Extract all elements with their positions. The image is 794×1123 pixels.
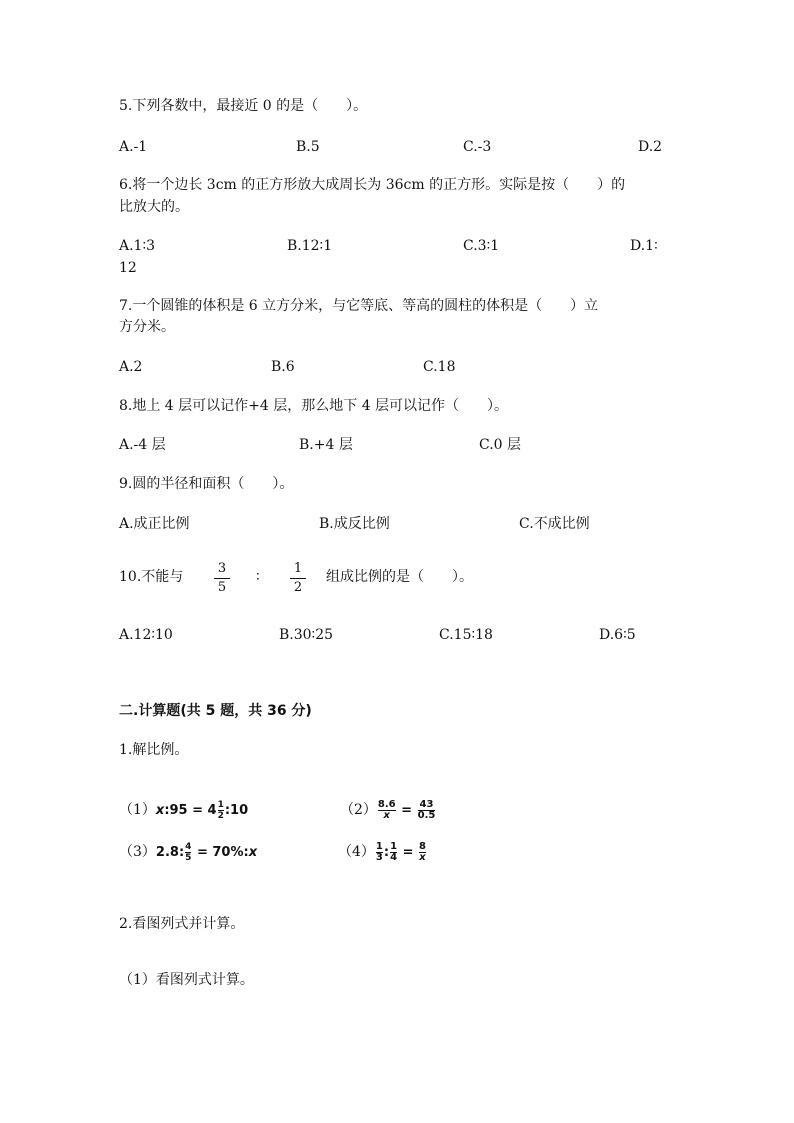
question-10-fraction-2 <box>290 561 306 596</box>
proportion-2-expression <box>377 799 436 821</box>
question-9-option-a: A.成正比例 <box>119 516 190 532</box>
question-8-option-c: C.0 层 <box>479 437 522 453</box>
fraction-denominator: 5 <box>185 853 192 863</box>
proportion-3 <box>119 842 257 863</box>
question-10-option-b: B.30∶25 <box>279 627 334 643</box>
proportion-1-expression <box>155 800 249 821</box>
question-10-option-c: C.15∶18 <box>439 627 493 643</box>
fraction-a <box>376 842 383 863</box>
question-10-option-a: A.12∶10 <box>119 627 173 643</box>
question-8-option-a: A.-4 层 <box>119 437 166 453</box>
question-5-option-d: D.2 <box>638 139 663 155</box>
proportion-4-label: （4） <box>338 844 375 860</box>
colon: : <box>383 845 390 860</box>
proportion-1-middle: :95 = 4 <box>164 803 217 818</box>
variable-x: x <box>155 803 165 818</box>
question-8-option-b: B.+4 层 <box>299 437 353 453</box>
question-6-option-d: D.1∶ <box>630 238 658 254</box>
question-6-text-line2: 比放大的。 <box>119 199 189 215</box>
question-6-option-a: A.1∶3 <box>119 238 156 254</box>
proportion-1-tail: :10 <box>224 803 249 818</box>
fraction-numerator: 1 <box>217 800 224 810</box>
question-5-text: 5.下列各数中，最接近 0 的是（ ）。 <box>119 98 368 114</box>
question-5-option-c: C.-3 <box>463 139 492 155</box>
proportion-3-expression <box>155 842 258 863</box>
fraction-numerator: 1 <box>375 841 383 852</box>
question-7-option-c: C.18 <box>423 359 456 375</box>
fraction-denominator: 0.5 <box>417 810 436 821</box>
calc-question-1-title: 1.解比例。 <box>119 742 189 758</box>
question-7-option-b: B.6 <box>271 359 295 375</box>
fraction-denominator: 3 <box>375 852 383 863</box>
fraction-denominator: 4 <box>390 852 398 863</box>
question-10-prefix: 10.不能与 <box>119 569 184 585</box>
fraction-bar <box>290 578 306 579</box>
fraction-c <box>419 842 426 863</box>
question-6-text-line1: 6.将一个边长 3cm 的正方形放大成周长为 36cm 的正方形。实际是按（ ）的 <box>119 177 626 193</box>
question-5-option-b: B.5 <box>296 139 320 155</box>
fraction-1-denominator: 5 <box>217 580 227 595</box>
question-10-suffix: 组成比例的是（ ）。 <box>326 569 473 585</box>
equals-sign: = <box>402 845 414 860</box>
fraction-1-numerator: 3 <box>217 561 227 576</box>
question-10-colon: ∶ <box>256 569 260 585</box>
question-6-option-d-continued: 12 <box>119 260 137 276</box>
question-10-option-d: D.6∶5 <box>599 627 636 643</box>
proportion-3-label: （3） <box>119 844 156 860</box>
proportion-4 <box>338 842 427 863</box>
question-8-text: 8.地上 4 层可以记作+4 层，那么地下 4 层可以记作（ ）。 <box>119 398 509 414</box>
question-9-option-c: C.不成比例 <box>519 516 590 532</box>
mixed-fraction <box>218 800 224 821</box>
fraction-denominator: x <box>383 810 390 821</box>
fraction-numerator: 43 <box>419 799 434 810</box>
fraction-denominator: x <box>419 852 426 863</box>
fraction-numerator: 1 <box>390 841 398 852</box>
proportion-4-expression <box>375 841 427 863</box>
question-6-option-c: C.3∶1 <box>463 238 500 254</box>
fraction-bar <box>214 578 230 579</box>
fraction-numerator: 8 <box>419 841 426 852</box>
proportion-2 <box>340 800 436 821</box>
equals-sign: = <box>401 803 413 818</box>
question-10-fraction-1 <box>214 561 230 596</box>
fraction-numerator: 8.6 <box>377 799 396 810</box>
question-9-text: 9.圆的半径和面积（ ）。 <box>119 476 294 492</box>
fraction-left <box>378 800 396 821</box>
question-7-text-line1: 7.一个圆锥的体积是 6 立方分米，与它等底、等高的圆柱的体积是（ ）立 <box>119 298 599 314</box>
question-7-text-line2: 方分米。 <box>119 319 175 335</box>
proportion-1 <box>119 800 248 821</box>
fraction-denominator: 2 <box>217 811 224 821</box>
fraction-right <box>418 800 436 821</box>
fraction <box>185 842 191 863</box>
fraction-numerator: 4 <box>185 842 192 852</box>
fraction-2-denominator: 2 <box>293 580 303 595</box>
fraction-b <box>390 842 397 863</box>
section-2-heading: 二.计算题(共 5 题，共 36 分) <box>119 703 312 719</box>
proportion-3-lead: 2.8: <box>155 845 185 860</box>
proportion-1-label: （1） <box>119 802 156 818</box>
question-7-option-a: A.2 <box>119 359 143 375</box>
question-9-option-b: B.成反比例 <box>319 516 390 532</box>
question-5-option-a: A.-1 <box>119 139 148 155</box>
calc-question-2-title: 2.看图列式并计算。 <box>119 916 245 932</box>
question-6-option-b: B.12∶1 <box>287 238 333 254</box>
proportion-2-label: （2） <box>340 802 377 818</box>
variable-x: x <box>248 845 258 860</box>
fraction-2-numerator: 1 <box>293 561 303 576</box>
calc-question-2-sub: （1）看图列式计算。 <box>119 972 254 988</box>
proportion-3-middle: = 70%: <box>192 845 249 860</box>
